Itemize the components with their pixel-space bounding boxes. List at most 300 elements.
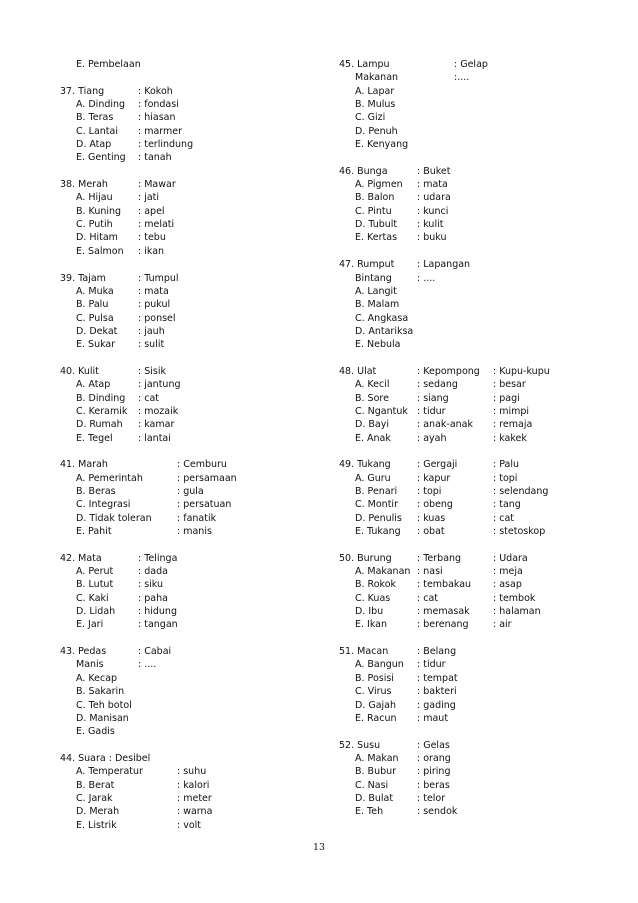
question-block — [339, 739, 579, 819]
option-line — [339, 231, 579, 244]
pair-term: : Cabai — [138, 646, 172, 658]
option-line — [339, 138, 579, 151]
pair-term: : orang — [417, 752, 451, 764]
pair-term-third: : mimpi — [493, 405, 530, 417]
option-line — [60, 565, 310, 578]
pair-term: : Lapangan — [417, 259, 471, 271]
pair-term: : cat — [417, 592, 438, 604]
option-term: B. Beras — [76, 486, 116, 497]
spacer — [339, 538, 579, 551]
pair-term: : memasak — [417, 606, 470, 618]
option-line — [339, 111, 579, 124]
question-term: 38. Merah — [60, 179, 108, 191]
option-line — [60, 378, 310, 391]
option-term: A. Hijau — [76, 192, 113, 204]
option-term: A. Dinding — [76, 99, 126, 111]
option-term: E. Ikan — [355, 619, 388, 631]
option-line — [60, 245, 310, 258]
spacer — [339, 245, 579, 258]
option-term: E. Nebula — [355, 339, 401, 351]
pair-term: : apel — [138, 205, 165, 217]
option-term: B. Dinding — [76, 392, 126, 404]
pair-term: : manis — [177, 526, 212, 538]
pair-term: : obat — [417, 526, 445, 538]
question-term: E. Pembelaan — [76, 59, 141, 70]
pair-term: : .... — [417, 272, 436, 284]
pair-term: : ayah — [417, 432, 447, 444]
option-line — [339, 805, 579, 818]
option-line — [60, 805, 310, 818]
left-column — [60, 58, 310, 832]
option-line — [60, 285, 310, 298]
question-term: 42. Mata — [60, 552, 102, 564]
pair-term: : nasi — [417, 566, 443, 578]
option-line — [60, 819, 310, 832]
option-line — [339, 792, 579, 805]
spacer — [339, 632, 579, 645]
question-term: 41. Marah — [60, 459, 108, 471]
option-term: E. Kertas — [355, 232, 398, 244]
option-term: B. Kuning — [76, 205, 122, 217]
spacer — [60, 445, 310, 458]
pair-term-third: : tang — [493, 499, 521, 511]
pair-term: : kamar — [138, 419, 175, 431]
option-line — [60, 512, 310, 525]
option-line — [60, 205, 310, 218]
option-term: A. Guru — [355, 472, 391, 484]
option-term: B. Penari — [355, 486, 398, 497]
option-term: D. Manisan — [76, 712, 129, 724]
question-term: 37. Tiang — [60, 85, 105, 97]
option-term: E. Genting — [76, 152, 126, 164]
pair-term: : tebu — [138, 232, 166, 244]
pair-term: : siku — [138, 579, 164, 591]
option-line — [60, 485, 310, 498]
pair-term: : warna — [177, 806, 213, 818]
option-line — [339, 418, 579, 431]
option-term: E. Jari — [76, 619, 104, 631]
pair-term: : Buket — [417, 165, 451, 177]
option-term: E. Anak — [355, 432, 391, 444]
option-line — [339, 765, 579, 778]
option-line — [339, 125, 579, 138]
option-term: E. Listrik — [76, 819, 117, 831]
option-line — [60, 498, 310, 511]
option-line — [339, 752, 579, 765]
question-term: 51. Macan — [339, 646, 389, 658]
option-line — [339, 592, 579, 605]
option-term: C. Kuas — [355, 592, 391, 604]
pair-term: :.... — [454, 72, 470, 84]
pair-term: : cat — [138, 392, 159, 404]
option-line — [339, 565, 579, 578]
pair-term: : terlindung — [138, 139, 194, 151]
pair-term: : persatuan — [177, 499, 232, 511]
option-line — [60, 725, 310, 738]
pair-term: : Gelap — [454, 59, 488, 70]
pair-term: : jauh — [138, 325, 165, 337]
option-line — [60, 592, 310, 605]
option-line — [339, 712, 579, 725]
pair-term: : hidung — [138, 606, 177, 618]
option-line — [60, 325, 310, 338]
pair-term: : fanatik — [177, 512, 217, 524]
spacer — [60, 71, 310, 84]
question-block — [60, 85, 310, 178]
option-term: C. Lantai — [76, 125, 118, 137]
pair-term: : berenang — [417, 619, 469, 631]
question-block — [339, 165, 579, 258]
option-line — [339, 218, 579, 231]
pair-term-third: : stetoskop — [493, 526, 546, 538]
option-line — [339, 392, 579, 405]
question-line — [60, 85, 310, 98]
pair-term-third: : asap — [493, 579, 522, 591]
option-term: D. Dekat — [76, 325, 118, 337]
pair-term: : meter — [177, 792, 212, 804]
option-term: C. Teh botol — [76, 699, 132, 711]
pair-term: : Telinga — [138, 552, 178, 564]
right-column — [339, 58, 579, 819]
option-line — [60, 231, 310, 244]
option-term: Makanan — [355, 72, 399, 84]
option-line — [60, 151, 310, 164]
option-term: Bintang — [355, 272, 392, 284]
pair-term: : beras — [417, 779, 450, 791]
option-term: C. Angkasa — [355, 312, 409, 324]
question-line — [60, 272, 310, 285]
question-line — [60, 552, 310, 565]
pair-term-third: : kakek — [493, 432, 527, 444]
option-line — [339, 578, 579, 591]
option-term: B. Mulus — [355, 99, 396, 111]
question-block — [60, 458, 310, 551]
pair-term: : piring — [417, 766, 451, 778]
option-term: B. Bubur — [355, 766, 397, 778]
option-line — [60, 405, 310, 418]
option-line — [339, 685, 579, 698]
option-term: A. Atap — [76, 379, 111, 391]
question-block — [60, 752, 310, 832]
option-line — [60, 525, 310, 538]
option-term: D. Tubult — [355, 219, 398, 231]
question-block — [339, 458, 579, 551]
option-term: E. Salmon — [76, 245, 124, 257]
pair-term: : kapur — [417, 472, 451, 484]
pair-term-third: : remaja — [493, 419, 533, 431]
option-term: C. Keramik — [76, 405, 128, 417]
question-line — [339, 552, 579, 565]
option-line — [60, 672, 310, 685]
option-line — [339, 699, 579, 712]
pair-term: : jati — [138, 192, 160, 204]
option-line — [339, 85, 579, 98]
option-term: E. Gadis — [76, 726, 115, 738]
option-line — [60, 685, 310, 698]
option-term: Manis — [76, 659, 104, 671]
option-line — [60, 312, 310, 325]
option-line — [60, 338, 310, 351]
spacer — [339, 151, 579, 164]
option-line — [339, 205, 579, 218]
question-block — [60, 645, 310, 752]
pair-term: : pukul — [138, 299, 171, 311]
option-line — [60, 699, 310, 712]
question-block — [60, 365, 310, 458]
pair-term: : lantai — [138, 432, 171, 444]
pair-term: : tangan — [138, 619, 178, 631]
question-block — [339, 58, 579, 165]
option-line — [60, 472, 310, 485]
option-term: D. Bulat — [355, 792, 394, 804]
pair-term: : Kepompong — [417, 365, 480, 377]
option-line — [339, 779, 579, 792]
option-line — [339, 485, 579, 498]
option-line — [60, 578, 310, 591]
option-term: A. Makan — [355, 752, 399, 764]
pair-term: : sulit — [138, 339, 165, 351]
option-term: A. Muka — [76, 285, 114, 297]
option-line — [339, 338, 579, 351]
option-line — [60, 111, 310, 124]
question-line — [339, 739, 579, 752]
option-line — [60, 618, 310, 631]
option-term: A. Lapar — [355, 85, 395, 97]
question-line — [339, 458, 579, 471]
option-line — [60, 138, 310, 151]
pair-term: : mata — [138, 285, 169, 297]
option-term: D. Tidak toleran — [76, 512, 152, 524]
option-line — [339, 472, 579, 485]
pair-term: : mozaik — [138, 405, 179, 417]
question-term: 46. Bunga — [339, 165, 388, 177]
option-line — [60, 298, 310, 311]
pair-term: : marmer — [138, 125, 183, 137]
pair-term: : kuas — [417, 512, 446, 524]
question-block — [60, 58, 310, 85]
option-line — [339, 298, 579, 311]
option-line — [60, 392, 310, 405]
spacer — [60, 632, 310, 645]
option-term: C. Montir — [355, 499, 398, 511]
pair-term: : kunci — [417, 205, 449, 217]
page-number: 13 — [312, 842, 326, 853]
option-term: A. Makanan — [355, 566, 411, 578]
pair-term-third: : Kupu-kupu — [493, 365, 550, 377]
option-line — [60, 792, 310, 805]
option-line — [60, 605, 310, 618]
option-term: C. Integrasi — [76, 499, 131, 511]
pair-term: : obeng — [417, 499, 453, 511]
option-line — [60, 218, 310, 231]
option-line — [339, 658, 579, 671]
option-line — [60, 191, 310, 204]
option-line — [339, 325, 579, 338]
question-term: 49. Tukang — [339, 459, 391, 471]
option-term: B. Rokok — [355, 579, 397, 591]
spacer — [339, 445, 579, 458]
pair-term-third: : pagi — [493, 392, 520, 404]
option-term: A. Bangun — [355, 659, 404, 671]
option-term: C. Ngantuk — [355, 405, 408, 417]
question-block — [339, 645, 579, 738]
pair-term: : udara — [417, 192, 451, 204]
pair-term-third: : besar — [493, 379, 526, 391]
option-line — [339, 605, 579, 618]
pair-term: : Gergaji — [417, 459, 458, 471]
option-term: A. Pigmen — [355, 179, 403, 191]
pair-term: : telor — [417, 792, 446, 804]
option-term: D. Atap — [76, 139, 112, 151]
question-term: 47. Rumput — [339, 259, 395, 271]
option-term: D. Merah — [76, 806, 120, 818]
option-term: D. Antariksa — [355, 325, 414, 337]
option-term: B. Berat — [76, 779, 115, 791]
question-block — [339, 365, 579, 458]
question-term: 39. Tajam — [60, 272, 106, 284]
option-term: C. Pintu — [355, 205, 392, 217]
pair-term: : melati — [138, 219, 175, 231]
option-term: B. Posisi — [355, 672, 394, 684]
option-line — [60, 658, 310, 671]
spacer — [60, 739, 310, 752]
pair-term: : volt — [177, 819, 202, 831]
pair-term: : tempat — [417, 672, 458, 684]
option-term: B. Lutut — [76, 579, 114, 591]
option-line — [339, 285, 579, 298]
pair-term-third: : cat — [493, 512, 514, 524]
option-term: D. Ibu — [355, 606, 384, 618]
option-line — [60, 125, 310, 138]
pair-term: : fondasi — [138, 99, 179, 111]
pair-term: : gading — [417, 699, 456, 711]
pair-term: : tidur — [417, 405, 446, 417]
option-term: E. Kenyang — [355, 139, 409, 151]
option-line — [339, 378, 579, 391]
spacer — [60, 165, 310, 178]
option-term: C. Pulsa — [76, 312, 114, 324]
pair-term: : maut — [417, 712, 449, 724]
pair-term: : hiasan — [138, 112, 176, 124]
option-term: A. Pemerintah — [76, 472, 143, 484]
option-term: D. Bayi — [355, 419, 389, 431]
option-term: A. Langit — [355, 285, 397, 297]
option-term: A. Temperatur — [76, 766, 143, 778]
question-term: 50. Burung — [339, 552, 392, 564]
option-term: C. Putih — [76, 219, 113, 231]
question-line — [60, 178, 310, 191]
pair-term: : tembakau — [417, 579, 472, 591]
option-term: A. Kecil — [355, 379, 390, 391]
option-term: D. Penulis — [355, 512, 402, 524]
option-term: E. Racun — [355, 712, 397, 724]
option-term: B. Sore — [355, 392, 389, 404]
question-term: 48. Ulat — [339, 365, 377, 377]
option-term: B. Sakarin — [76, 686, 125, 698]
option-term: C. Kaki — [76, 592, 109, 604]
option-line — [60, 418, 310, 431]
pair-term-third: : air — [493, 619, 512, 631]
option-line — [60, 98, 310, 111]
pair-term: : ponsel — [138, 312, 176, 324]
option-line — [339, 178, 579, 191]
spacer — [60, 538, 310, 551]
spacer — [60, 352, 310, 365]
option-term: C. Jarak — [76, 792, 113, 804]
option-term: A. Kecap — [76, 672, 118, 684]
question-term: 52. Susu — [339, 739, 381, 751]
pair-term: : persamaan — [177, 472, 237, 484]
option-line — [339, 405, 579, 418]
pair-term: : siang — [417, 392, 449, 404]
question-term: 44. Suara : Desibel — [60, 752, 151, 764]
option-term: C. Virus — [355, 686, 392, 698]
option-term: B. Teras — [76, 112, 114, 124]
question-line — [60, 458, 310, 471]
pair-term: : Terbang — [417, 552, 462, 564]
option-line — [339, 525, 579, 538]
option-term: E. Sukar — [76, 339, 116, 351]
spacer — [60, 258, 310, 271]
pair-term-third: : selendang — [493, 486, 549, 497]
pair-term-third: : tembok — [493, 592, 536, 604]
pair-term: : topi — [417, 486, 442, 497]
option-term: E. Tukang — [355, 526, 401, 538]
option-term: E. Tegel — [76, 432, 113, 444]
option-line — [339, 312, 579, 325]
question-term: 40. Kulit — [60, 365, 99, 377]
pair-term: : tanah — [138, 152, 172, 164]
question-block — [60, 178, 310, 271]
option-term: B. Malam — [355, 299, 400, 311]
option-term: E. Pahit — [76, 526, 112, 538]
pair-term: : Kokoh — [138, 85, 173, 97]
question-line — [60, 645, 310, 658]
pair-term: : kalori — [177, 779, 210, 791]
option-term: C. Gizi — [355, 112, 386, 124]
pair-term: : Belang — [417, 646, 457, 658]
pair-term: : anak-anak — [417, 419, 473, 431]
pair-term: : Mawar — [138, 179, 176, 191]
option-line — [339, 272, 579, 285]
pair-term: : kulit — [417, 219, 444, 231]
question-block — [60, 552, 310, 645]
pair-term: : bakteri — [417, 686, 457, 698]
option-term: A. Perut — [76, 566, 114, 578]
pair-term: : ikan — [138, 245, 165, 257]
option-line — [339, 512, 579, 525]
spacer — [339, 725, 579, 738]
pair-term: : gula — [177, 486, 204, 497]
pair-term: : Sisik — [138, 365, 166, 377]
pair-term: : sedang — [417, 379, 458, 391]
question-term: 45. Lampu — [339, 59, 390, 70]
question-line — [60, 365, 310, 378]
option-term: C. Nasi — [355, 779, 389, 791]
question-line — [60, 752, 310, 765]
option-line — [339, 672, 579, 685]
question-block — [60, 272, 310, 365]
question-line — [339, 258, 579, 271]
pair-term: : .... — [138, 659, 157, 671]
option-line — [339, 191, 579, 204]
pair-term: : dada — [138, 566, 168, 578]
question-line — [339, 165, 579, 178]
question-line — [339, 58, 579, 71]
pair-term: : paha — [138, 592, 168, 604]
spacer — [339, 352, 579, 365]
option-line — [339, 618, 579, 631]
